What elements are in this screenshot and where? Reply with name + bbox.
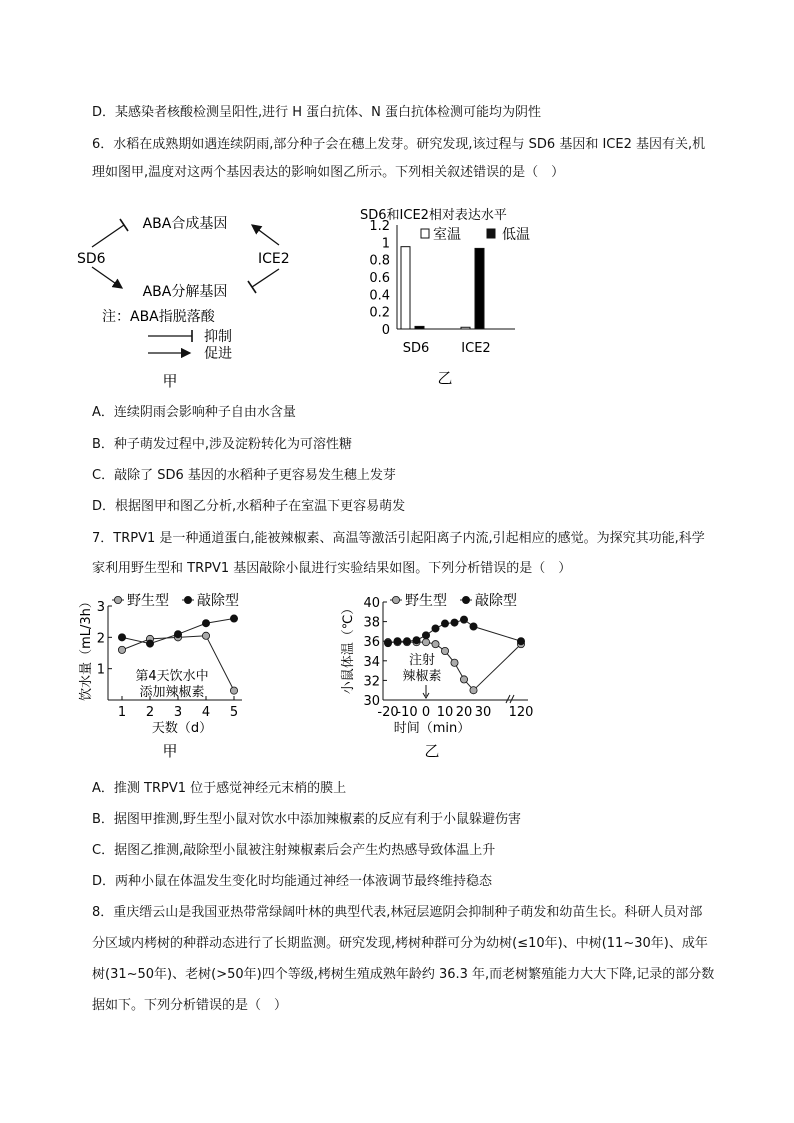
legend-marker	[184, 596, 191, 603]
q7-option-a: A．推测 TRPV1 位于感觉神经元末梢的膜上	[92, 781, 347, 796]
y-tick-label: 40	[363, 596, 380, 611]
wildtype-point	[422, 639, 429, 646]
knockout-point	[230, 615, 237, 622]
q6-option-a: A．连续阴雨会影响种子自由水含量	[92, 405, 296, 420]
aba-degradation-gene-label: ABA分解基因	[142, 284, 228, 300]
q7-option-c: C．据图乙推测,敲除型小鼠被注射辣椒素后会产生灼热感导致体温上升	[92, 843, 496, 858]
legend-label-knockout: 敲除型	[197, 593, 239, 609]
knockout-point	[517, 638, 524, 645]
x-tick-label: 4	[201, 705, 211, 720]
q6-stem-line2: 理如图甲,温度对这两个基因表达的影响如图乙所示。下列相关叙述错误的是（ ）	[92, 165, 565, 180]
x-axis-label: 天数（d）	[151, 721, 213, 736]
x-axis-label: 时间（min）	[393, 721, 471, 736]
q8-line1: 8．重庆缙云山是我国亚热带常绿阔叶林的典型代表,林冠层遮阴会抑制种子萌发和幼苗生长。科研人员对部	[92, 905, 703, 920]
x-tick-label: 30	[474, 705, 492, 720]
wildtype-point	[470, 687, 477, 694]
x-tick-label: 0	[421, 705, 431, 720]
bar-sd6-room-temp	[401, 247, 410, 329]
figure-caption-yi: 乙	[437, 369, 453, 387]
y-tick-label: 1	[96, 662, 105, 678]
y-tick-label: 0	[381, 323, 390, 338]
annotation-line2: 辣椒素	[402, 669, 442, 684]
wildtype-point	[460, 676, 467, 683]
wildtype-point	[432, 641, 439, 648]
q7-body-temperature-chart	[338, 588, 543, 768]
y-tick-label: 0.6	[369, 271, 390, 286]
x-tick-label: 3	[173, 705, 183, 720]
knockout-point	[432, 625, 439, 632]
wildtype-point	[230, 687, 237, 694]
y-tick-label: 2	[96, 631, 105, 647]
y-tick-label: 3	[96, 600, 105, 615]
x-tick-label-sd6: SD6	[402, 341, 430, 356]
q7-stem-line2: 家利用野生型和 TRPV1 基因敲除小鼠进行实验结果如图。下列分析错误的是（ ）	[92, 561, 572, 576]
knockout-point	[202, 620, 209, 627]
q8-line2: 分区域内栲树的种群动态进行了长期监测。研究发现,栲树种群可分为幼树(≤10年)、中树(11~30年)、成年	[92, 936, 708, 951]
ice2-inhibit-degradation-line	[252, 269, 279, 287]
y-tick-label: 38	[363, 615, 380, 631]
y-tick-label: 34	[363, 654, 380, 670]
legend-marker	[462, 596, 469, 603]
figure-caption-jia: 甲	[162, 742, 178, 760]
q5-option-d: D．某感染者核酸检测呈阳性,进行 H 蛋白抗体、N 蛋白抗体检测可能均为阴性	[92, 105, 542, 120]
ice2-node-label: ICE2	[258, 251, 290, 267]
y-tick-label: 36	[363, 635, 380, 651]
knockout-point	[441, 620, 448, 627]
legend-inhibit-label: 抑制	[204, 329, 232, 345]
annotation-line1: 第4天饮水中	[135, 669, 209, 684]
annotation-line2: 添加辣椒素	[139, 685, 205, 700]
x-tick-label: 20	[455, 705, 473, 720]
x-tick-label: 10	[436, 705, 454, 720]
legend-swatch-room-temp	[421, 229, 429, 238]
inhibit-bar	[248, 281, 256, 293]
q7-stem-line1: 7．TRPV1 是一种通道蛋白,能被辣椒素、高温等激活引起阳离子内流,引起相应的感觉。为探究其功能,科学	[92, 531, 705, 546]
q7-water-intake-chart	[72, 588, 257, 768]
wildtype-point	[118, 646, 125, 653]
y-axis-label: 饮水量（mL/3h）	[79, 595, 94, 701]
knockout-point	[394, 638, 401, 645]
chart-title: SD6和ICE2相对表达水平	[360, 208, 507, 223]
abscisic-acid-note: 注：ABA指脱落酸	[102, 309, 215, 325]
annotation-line1: 注射	[408, 653, 436, 668]
q6-option-c: C．敲除了 SD6 基因的水稻种子更容易发生穗上发芽	[92, 468, 396, 483]
x-tick-label: -10	[396, 705, 418, 720]
q6-stem-line1: 6．水稻在成熟期如遇连续阴雨,部分种子会在穗上发芽。研究发现,该过程与 SD6 基因和 ICE2 基因有关,机	[92, 137, 706, 152]
q6-option-b: B．种子萌发过程中,涉及淀粉转化为可溶性糖	[92, 437, 353, 452]
figure-caption-jia: 甲	[162, 372, 178, 390]
knockout-point	[422, 632, 429, 639]
wildtype-point	[441, 647, 448, 654]
y-tick-label: 1.2	[369, 219, 390, 234]
knockout-point	[384, 640, 391, 647]
legend-label-low-temp: 低温	[502, 227, 530, 243]
x-tick-label: 5	[229, 705, 239, 720]
legend-label-room-temp: 室温	[433, 227, 461, 243]
axis-break	[510, 695, 514, 703]
q7-option-d: D．两种小鼠在体温发生变化时均能通过神经一体液调节最终维持稳态	[92, 874, 493, 889]
knockout-point	[174, 631, 181, 638]
sd6-node-label: SD6	[77, 251, 106, 267]
y-tick-label: 0.8	[369, 253, 390, 269]
bar-ice2-room-temp	[461, 327, 470, 329]
bar-sd6-low-temp	[415, 326, 424, 329]
x-tick-label: -20	[377, 705, 399, 720]
knockout-point	[403, 638, 410, 645]
x-tick-label: 2	[145, 705, 155, 720]
knockout-point	[146, 640, 153, 647]
ice2-promote-synthesis-arrow	[252, 225, 279, 245]
legend-marker	[392, 596, 399, 603]
x-tick-label: 1	[117, 705, 127, 720]
q6-option-d: D．根据图甲和图乙分析,水稻种子在室温下更容易萌发	[92, 499, 406, 514]
q7-option-b: B．据图甲推测,野生型小鼠对饮水中添加辣椒素的反应有利于小鼠躲避伤害	[92, 812, 522, 827]
x-tick-label-ice2: ICE2	[461, 341, 491, 356]
y-tick-label: 32	[363, 674, 380, 690]
q6-bar-chart	[355, 205, 615, 390]
aba-synthesis-gene-label: ABA合成基因	[142, 216, 228, 232]
y-tick-label: 1	[381, 236, 390, 252]
legend-label-knockout: 敲除型	[475, 593, 517, 609]
y-tick-label: 30	[363, 694, 380, 709]
legend-marker	[114, 596, 121, 603]
sd6-promote-degradation-arrow	[92, 267, 122, 288]
y-tick-label: 0.4	[369, 288, 390, 304]
knockout-point	[460, 616, 467, 623]
legend-swatch-low-temp	[487, 229, 495, 238]
x-tick-label: 120	[508, 705, 534, 720]
axis-break	[506, 695, 510, 703]
inhibit-bar	[120, 219, 128, 231]
figure-caption-yi: 乙	[424, 742, 440, 760]
knockout-point	[413, 637, 420, 644]
wildtype-point	[451, 659, 458, 666]
legend-promote-label: 促进	[204, 346, 232, 362]
knockout-point	[118, 634, 125, 641]
wildtype-point	[202, 632, 209, 639]
q8-line3: 树(31~50年)、老树(>50年)四个等级,栲树生殖成熟年龄约 36.3 年,而老树繁殖能力大大下降,记录的部分数	[92, 967, 715, 982]
y-tick-label: 0.2	[369, 305, 390, 321]
q6-figure-jia	[72, 205, 332, 395]
legend-label-wildtype: 野生型	[405, 593, 447, 609]
knockout-point	[470, 623, 477, 630]
legend-label-wildtype: 野生型	[127, 593, 169, 609]
knockout-point	[451, 619, 458, 626]
sd6-inhibit-synthesis-line	[92, 225, 124, 247]
y-axis-label: 小鼠体温（℃）	[341, 601, 356, 695]
q8-line4: 据如下。下列分析错误的是（ ）	[92, 998, 288, 1013]
bar-ice2-low-temp	[475, 248, 484, 329]
